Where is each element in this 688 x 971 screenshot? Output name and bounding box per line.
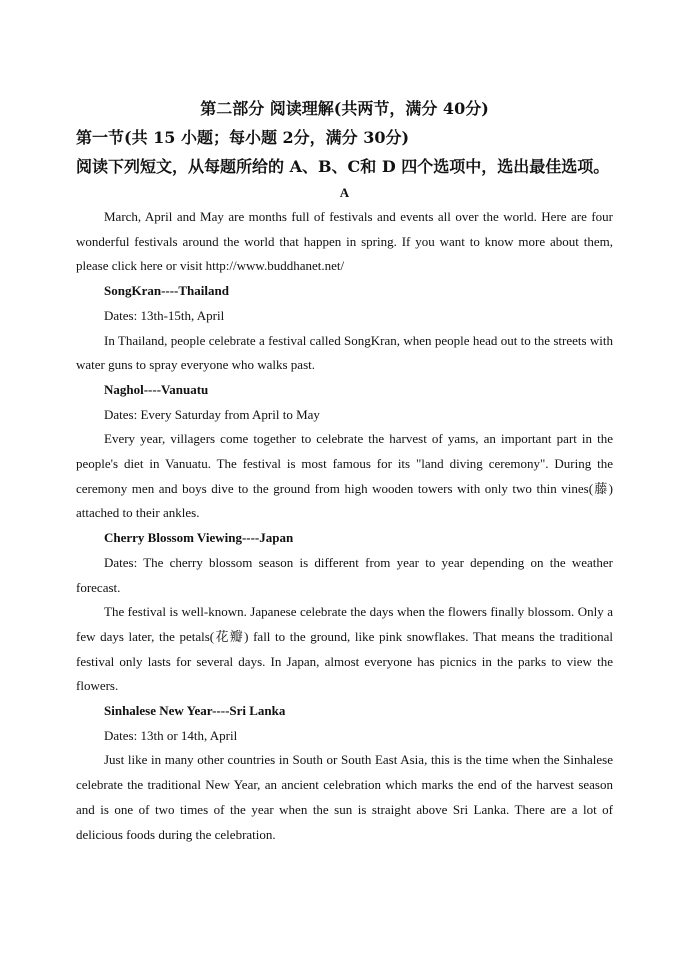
festival-dates-naghol: Dates: Every Saturday from April to May [104,406,320,422]
festival-dates-sinhalese-new-year: Dates: 13th or 14th, April [104,727,238,743]
festival-heading-cherry-blossom: Cherry Blossom Viewing----Japan [104,530,294,546]
instruction-text: 阅读下列短文，从每题所给的 A、B、C和 D 四个选项中，选出最佳选项。 [76,157,610,176]
intro-paragraph: March, April and May are months full of festivals and events all over the world. Here are four wonderful festivals around the world that happen in spring. If you want to know more about them, please click here or visit http://www.buddhanet.net/ [76,209,613,274]
festival-paragraph-naghol: Every year, villagers come together to celebrate the harvest of yams, an important part in the people's diet in Vanuatu. The festival is most famous for its "land diving ceremony". During the ceremony men and boys dive to the ground from high wooden towers with only two thin vines(藤) attached to their ankles. [76,431,613,521]
document-page [76,96,613,847]
section-title: 第一节(共 15 小题；每小题 2分，满分 30分) [76,128,410,147]
festival-paragraph-cherry-blossom: The festival is well-known. Japanese celebrate the days when the flowers finally blossom. Only a few days later, the petals(花瓣) fall to the ground, like pink snowflakes. That means the traditional festival only lasts for several days. In Japan, almost everyone has picnics in the parks to view the flowers. [76,604,613,694]
festival-dates-cherry-blossom: Dates: The cherry blossom season is different from year to year depending on the weather forecast. [76,554,613,595]
festival-heading-songkran: SongKran----Thailand [104,283,229,299]
festival-paragraph-songkran: In Thailand, people celebrate a festival called SongKran, when people head out to the streets with water guns to spray everyone who walks past. [76,332,613,373]
festival-paragraph-sinhalese-new-year: Just like in many other countries in South or South East Asia, this is the time when the Sinhalese celebrate the traditional New Year, an ancient celebration which marks the end of the harvest season and is one of two times of the year when the sun is straight above Sri Lanka. There are a lot of delicious foods during the celebration. [76,752,613,842]
passage-label: A [339,185,350,200]
festival-heading-naghol: Naghol----Vanuatu [104,381,209,397]
festival-dates-songkran: Dates: 13th-15th, April [104,307,225,323]
festival-heading-sinhalese-new-year: Sinhalese New Year----Sri Lanka [104,703,286,719]
part-title: 第二部分 阅读理解(共两节，满分 40分) [200,99,489,118]
